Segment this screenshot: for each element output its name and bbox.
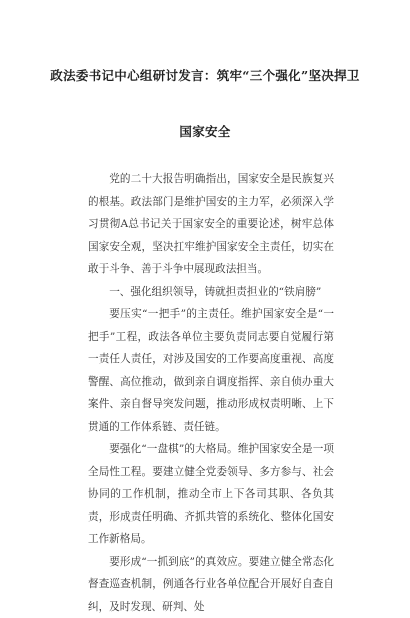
document-title-line1: 政法委书记中心组研讨发言：筑牢“三个强化”坚决捍卫 (40, 66, 370, 84)
document-body (88, 168, 334, 618)
body-paragraph-1: 要压实“一把手”的主责任。维护国家安全是“一把手”工程，政法各单位主要负责同志要自觉履行第一责任人责任，对涉及国安的工作要高度重视、高度警醒、高位推动，做到亲自调度指挥、亲自侦办重大案件、亲自督导突发问题，推动形成权责明晰、上下贯通的工作体系链、责任链。 (88, 303, 334, 438)
intro-paragraph: 党的二十大报告明确指出，国家安全是民族复兴的根基。政法部门是维护国安的主力军，必须深入学习贯彻A总书记关于国家安全的重要论述，树牢总体国家安全观，坚决扛牢维护国家安全主责任，切实在敢于斗争、善于斗争中展现政法担当。 (88, 168, 334, 281)
body-paragraph-2: 要强化“一盘棋”的大格局。维护国家安全是一项全局性工程。要建立健全党委领导、多方参与、社会协同的工作机制，推动全市上下各司其职、各负其责，形成责任明确、齐抓共管的系统化、整体化国安工作新格局。 (88, 438, 334, 551)
body-paragraph-3: 要形成“一抓到底”的真效应。要建立健全常态化督查巡查机制，例通各行业各单位配合开展好自查自纠，及时发现、研判、处 (88, 551, 334, 618)
section-heading: 一、强化组织领导，铸就担责担业的“铁肩膀” (88, 281, 334, 304)
document-title-line2: 国家安全 (40, 122, 370, 140)
